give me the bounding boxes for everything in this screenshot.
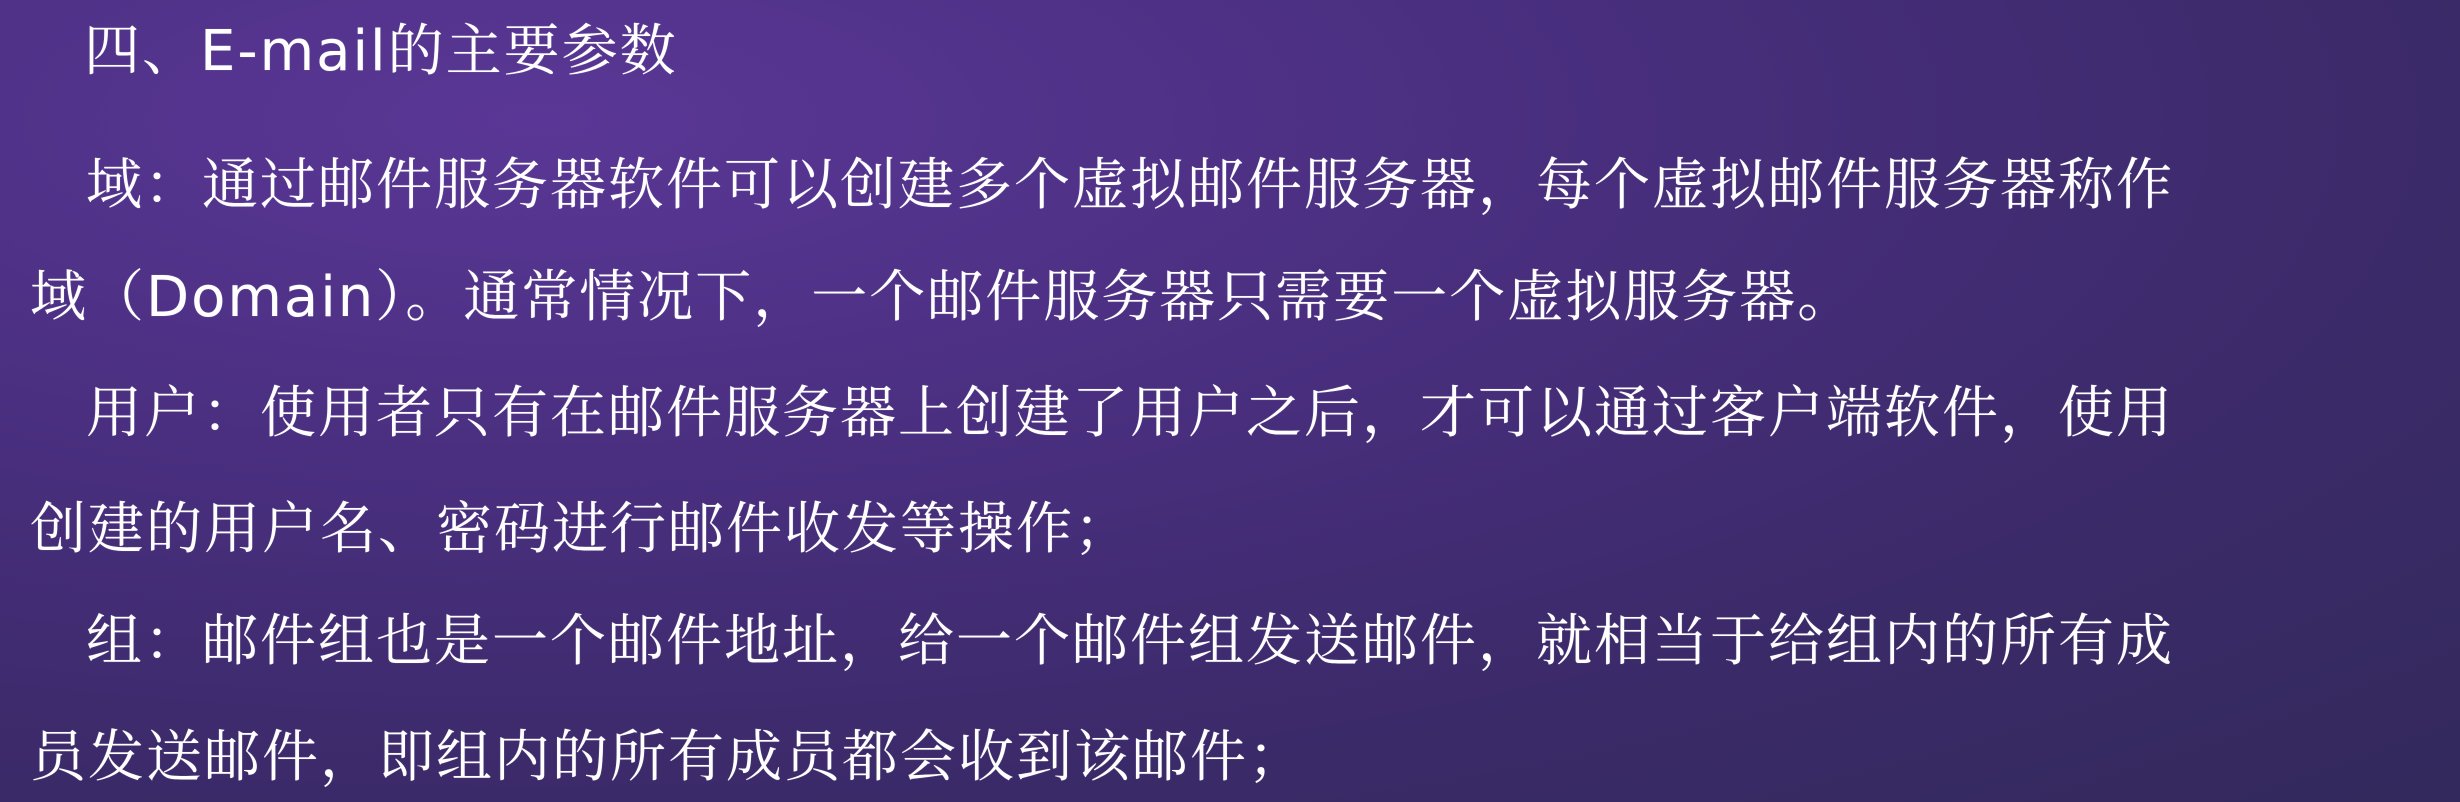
- paragraph-line: 创建的用户名、密码进行邮件收发等操作；: [30, 497, 1132, 562]
- paragraph-line: 用户：使用者只有在邮件服务器上创建了用户之后，才可以通过客户端软件，使用: [86, 381, 2174, 446]
- paragraph-line: 员发送邮件，即组内的所有成员都会收到该邮件；: [30, 725, 1306, 790]
- section-heading: 四、E-mail的主要参数: [84, 19, 678, 84]
- paragraph-line: 域：通过邮件服务器软件可以创建多个虚拟邮件服务器，每个虚拟邮件服务器称作: [86, 153, 2174, 218]
- paragraph-line: 组：邮件组也是一个邮件地址，给一个邮件组发送邮件，就相当于给组内的所有成: [86, 609, 2174, 674]
- paragraph-line: 域（Domain）。通常情况下，一个邮件服务器只需要一个虚拟服务器。: [30, 265, 1856, 330]
